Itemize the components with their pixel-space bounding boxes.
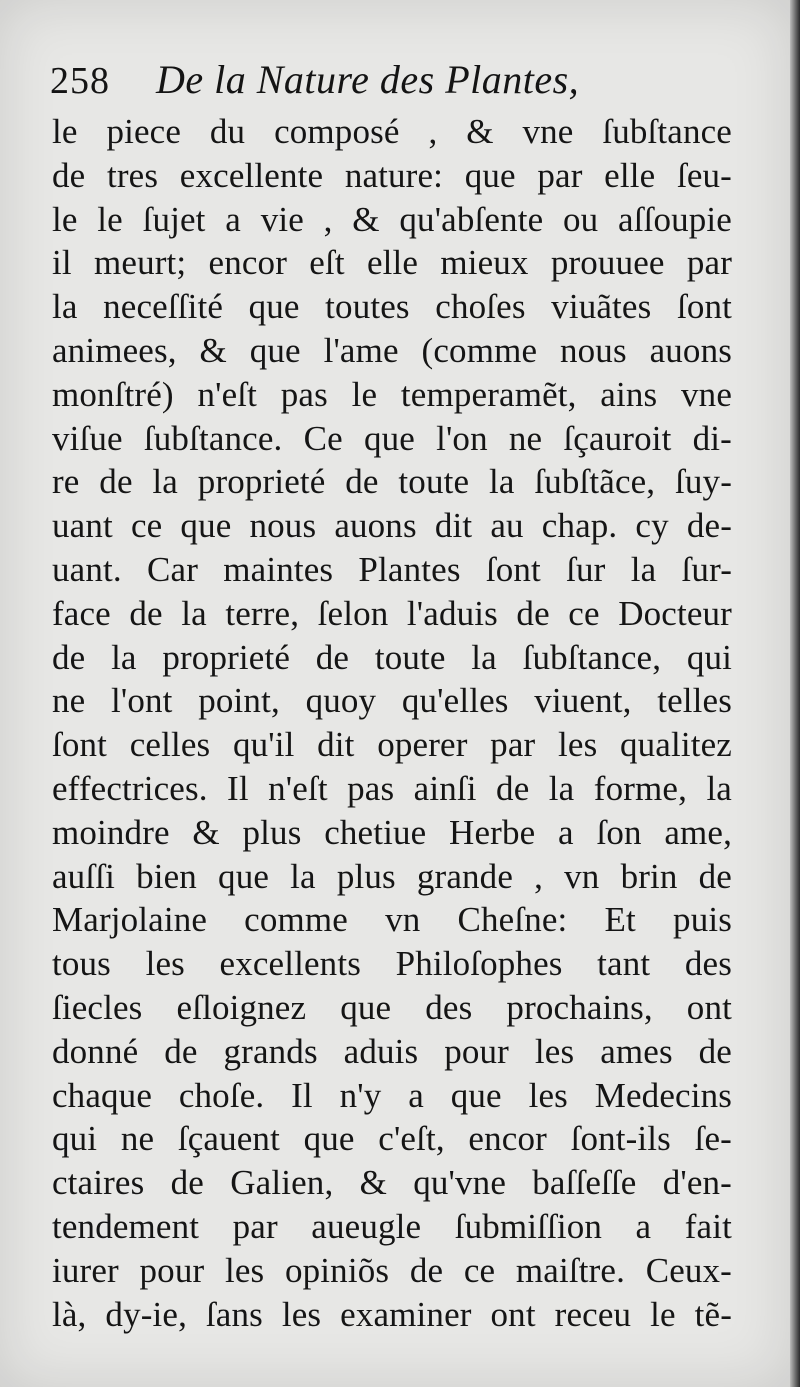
text-line: effectrices. Il n'eſt pas ainſi de la forme, la <box>52 768 732 808</box>
text-line: la neceſſité que toutes choſes viuãtes ſont <box>52 287 732 327</box>
text-line: donné de grands aduis pour les ames de <box>52 1031 732 1071</box>
text-line: re de la proprieté de toute la ſubſtãce, ſuy- <box>52 462 732 502</box>
text-line: le le ſujet a vie , & qu'abſente ou aſſoupie <box>52 199 732 239</box>
page-header <box>50 56 750 110</box>
running-title: De la Nature des Plantes, <box>156 57 580 102</box>
text-line: tendement par aueugle ſubmiſſion a fait <box>52 1206 732 1246</box>
text-line: il meurt; encor eſt elle mieux prouuee par <box>52 243 732 283</box>
text-line: auſſi bien que la plus grande , vn brin de <box>52 856 732 896</box>
text-line: uant ce que nous auons dit au chap. cy de- <box>52 506 732 546</box>
text-line: ctaires de Galien, & qu'vne baſſeſſe d'en- <box>52 1163 732 1203</box>
text-line: monſtré) n'eſt pas le temperamẽt, ains vne <box>52 374 732 414</box>
text-line: le piece du composé , & vne ſubſtance <box>52 112 732 151</box>
body-text <box>52 110 732 1336</box>
text-line: chaque choſe. Il n'y a que les Medecins <box>52 1075 732 1115</box>
text-line: ſiecles eſloignez que des prochains, ont <box>52 987 732 1027</box>
text-line: face de la terre, ſelon l'aduis de ce Docteur <box>52 593 732 633</box>
page-number: 258 <box>50 60 110 102</box>
text-line: uant. Car maintes Plantes ſont ſur la ſur- <box>52 549 732 589</box>
text-line: Marjolaine comme vn Cheſne: Et puis <box>52 900 732 940</box>
text-line: là, dy-ie, ſans les examiner ont receu le tẽ- <box>52 1294 732 1334</box>
page-edge-shadow <box>790 0 800 1387</box>
text-line: tous les excellents Philoſophes tant des <box>52 944 732 984</box>
text-line: de tres excellente nature: que par elle ſeu- <box>52 155 732 195</box>
text-line: viſue ſubſtance. Ce que l'on ne ſçauroit di- <box>52 418 732 458</box>
text-line: ne l'ont point, quoy qu'elles viuent, telles <box>52 681 732 721</box>
text-line: moindre & plus chetiue Herbe a ſon ame, <box>52 812 732 852</box>
text-line: qui ne ſçauent que c'eſt, encor ſont-ils ſe- <box>52 1119 732 1159</box>
text-line: de la proprieté de toute la ſubſtance, qui <box>52 637 732 677</box>
text-line: animees, & que l'ame (comme nous auons <box>52 330 732 370</box>
text-line: iurer pour les opiniõs de ce maiſtre. Ceux- <box>52 1250 732 1290</box>
text-line: ſont celles qu'il dit operer par les qualitez <box>52 725 732 765</box>
